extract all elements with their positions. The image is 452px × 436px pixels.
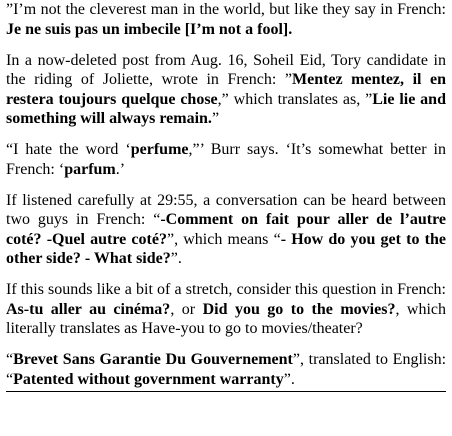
segment: ,” which translates as, ” <box>217 90 373 108</box>
french-word: parfum <box>64 160 116 178</box>
english-translation: Patented without government warranty <box>13 370 284 388</box>
segment: ”. <box>283 370 295 388</box>
english-word: perfume <box>130 141 189 158</box>
segment: ”, translated to English: “ <box>6 351 447 388</box>
segment: ”, which means “ <box>166 230 281 248</box>
french-phrase: Brevet Sans Garantie Du Gouvernement <box>13 351 293 368</box>
segment: In a now-deleted post from Aug. 16, Soheil Eid, Tory candidate in the riding of Joliette, wrote in French: ” <box>6 51 446 88</box>
paragraph-mentez <box>6 51 446 129</box>
paragraph-cinema <box>6 280 446 339</box>
segment: ”. <box>170 250 182 267</box>
english-translation: Lie lie and something will always remain. <box>6 90 446 127</box>
document-page <box>6 0 446 392</box>
segment: , which literally translates as Have-you to go to movies/theater? <box>6 300 447 337</box>
segment: “ <box>6 351 14 368</box>
segment: ” <box>211 110 220 127</box>
paragraph-perfume <box>6 140 446 179</box>
segment: .’ <box>115 160 126 178</box>
segment: If this sounds like a bit of a stretch, consider this question in French: <box>6 281 446 298</box>
segment: If listened carefully at 29:55, a conversation can be heard between two guys in French: “ <box>6 191 446 228</box>
paragraph-brevet <box>6 350 446 392</box>
segment: “I hate the word ‘ <box>6 141 131 158</box>
segment: ”I’m not the cleverest man in the world, but like they say in French: <box>6 1 446 18</box>
english-translation: - How do you get to the other side? - What side? <box>6 230 447 267</box>
french-phrase: -Comment on fait pour aller de l’autre coté? -Quel autre coté? <box>6 211 446 248</box>
paragraph-imbecile <box>6 0 446 39</box>
french-phrase: Je ne suis pas un imbecile [I’m not a fool]. <box>6 20 293 38</box>
french-phrase: As-tu aller au cinéma? <box>6 300 171 318</box>
segment: , or <box>170 300 203 318</box>
paragraph-other-side <box>6 191 446 269</box>
english-translation: Did you go to the movies? <box>202 300 396 318</box>
segment: ,”’ Burr says. ‘It’s somewhat better in French: ‘ <box>6 141 447 178</box>
french-phrase: Mentez mentez, il en restera toujours quelque chose <box>6 71 447 108</box>
